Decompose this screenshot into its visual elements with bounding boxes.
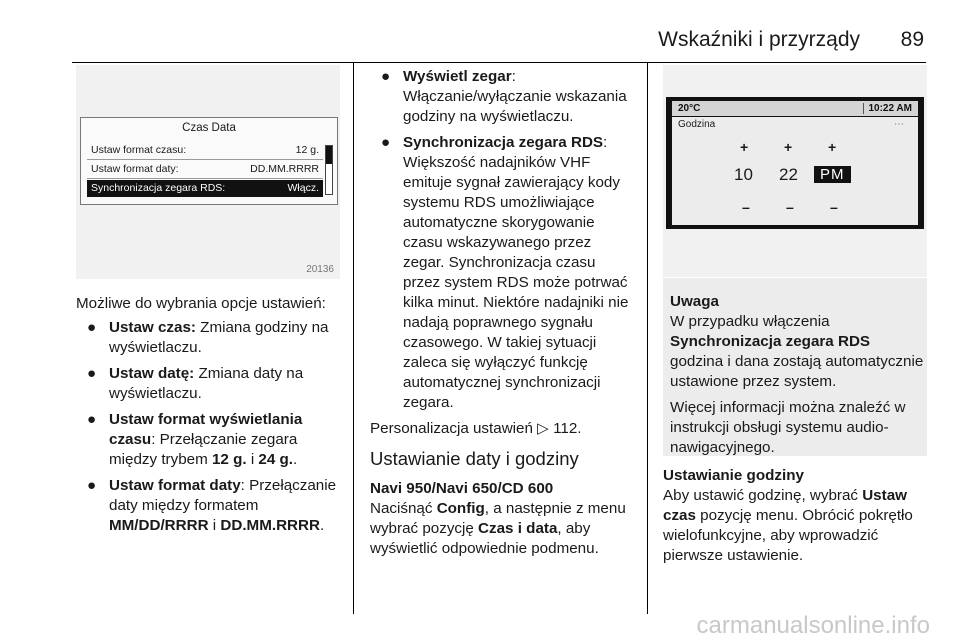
- set-time-paragraph: [663, 486, 928, 566]
- figure-code: 20136: [306, 264, 334, 275]
- status-bar: [672, 101, 918, 116]
- row-value: DD.MM.RRRR: [250, 163, 319, 175]
- bullet-icon: ●: [381, 68, 391, 85]
- note-paragraph-1: [670, 312, 925, 392]
- bullet-value: 12 g.: [211, 451, 247, 468]
- hour-value: 10: [734, 165, 753, 184]
- device-subheading: Navi 950/Navi 650/CD 600: [370, 480, 554, 497]
- text: Naciśnąć: [370, 500, 437, 517]
- bullet-term: Ustaw format wyświetlania czasu: [109, 411, 303, 448]
- note-term: Synchronizacja zegara RDS: [670, 333, 871, 350]
- menu-row-rds-sync: [87, 180, 323, 197]
- text: W przypadku włączenia: [670, 313, 830, 330]
- bullet-term: Ustaw czas:: [109, 319, 196, 336]
- bullet-icon: ●: [87, 319, 97, 336]
- header-rule: [72, 62, 926, 63]
- bullet-text: : Większość nadajników VHF emituje sygnał zawierający kody systemu RDS umożliwiające automatyczne skorygowanie czasu wskazywanego przez zegar. Synchronizacja czasu przez system RDS może potrwać kilka minut. Niektóre nadajniki nie nadają poprawnego sygnału czasowego. W takiej sytuacji zaleca się wyłączyć funkcję automatycznej synchronizacji zegara.: [403, 134, 629, 411]
- text: pozycję menu. Obrócić pokrętło wielofunkcyjne, aby wprowadzić pierwsze ustawienie.: [663, 507, 913, 564]
- row-label: Ustaw format czasu:: [91, 144, 187, 156]
- personalization-ref: [370, 419, 635, 439]
- clock-body: [672, 117, 918, 225]
- text: Aby ustawić godzinę, wybrać: [663, 487, 863, 504]
- bullet-date-format: [76, 476, 342, 536]
- ref-text: Personalizacja ustawień: [370, 420, 533, 437]
- menu-row-date-format: [87, 161, 323, 179]
- bullet-text: .: [319, 517, 325, 534]
- config-term: Config: [436, 500, 485, 517]
- hour-down-button[interactable]: –: [742, 199, 750, 215]
- bullet-icon: ●: [381, 134, 391, 151]
- minute-up-button[interactable]: +: [784, 139, 793, 155]
- row-value: 12 g.: [295, 144, 319, 156]
- clock-screenshot-frame: [663, 65, 927, 277]
- column-3-text: [663, 466, 928, 572]
- bullet-text: Zmiana daty na wyświetlaczu.: [109, 365, 304, 402]
- text: , a następnie z menu wybrać pozycję: [370, 500, 626, 537]
- temperature: 20°C: [678, 103, 701, 114]
- bullet-icon: ●: [87, 477, 97, 494]
- bullet-text: : Przełączanie daty między formatem: [109, 477, 337, 514]
- footer-watermark: carmanualsonline.info: [696, 612, 930, 639]
- bullet-term: Ustaw datę:: [109, 365, 195, 382]
- bullet-value: DD.MM.RRRR: [220, 517, 320, 534]
- settings-screenshot: [76, 65, 340, 279]
- page-header-title: Wskaźniki i przyrządy: [658, 28, 860, 51]
- bullet-term: Synchronizacja zegara RDS: [403, 134, 604, 151]
- menu-term: Ustaw czas: [663, 487, 907, 524]
- menu-scrollbar: [325, 145, 333, 195]
- status-divider: [863, 103, 864, 114]
- ref-page: 112.: [553, 420, 582, 437]
- minute-value: 22: [779, 165, 798, 184]
- bullet-value: MM/DD/RRRR: [109, 517, 209, 534]
- text: godzina i dana zostają automatycznie ustawione przez system.: [670, 353, 924, 390]
- bullet-icon: ●: [87, 411, 97, 428]
- bullet-value: 24 g.: [258, 451, 294, 468]
- bullet-text: Zmiana godziny na wyświetlaczu.: [109, 319, 329, 356]
- hour-up-button[interactable]: +: [740, 139, 749, 155]
- menu-term: Czas i data: [478, 520, 558, 537]
- note-box: [663, 278, 927, 456]
- set-time-subheading: Ustawianie godziny: [663, 467, 804, 484]
- note-paragraph-2: Więcej informacji można znaleźć w instrukcji obsługi systemu audio-nawigacyjnego.: [670, 399, 906, 456]
- scrollbar-thumb: [326, 146, 332, 164]
- bullet-set-time: [76, 318, 342, 358]
- bullet-term: Ustaw format daty: [109, 477, 241, 494]
- intro-text: Możliwe do wybrania opcje ustawień:: [76, 295, 326, 312]
- ampm-down-button[interactable]: –: [830, 199, 838, 215]
- bullet-icon: ●: [87, 365, 97, 382]
- config-paragraph: [370, 499, 635, 559]
- row-value: Włącz.: [287, 182, 319, 194]
- note-content: [670, 292, 925, 464]
- ampm-value: PM: [814, 166, 851, 183]
- settings-menu: [80, 117, 338, 205]
- section-heading: Ustawianie daty i godziny: [370, 448, 579, 469]
- minute-down-button[interactable]: –: [786, 199, 794, 215]
- bullet-show-clock: [370, 67, 635, 127]
- bullet-text: i: [208, 517, 221, 534]
- menu-row-time-format: [87, 142, 323, 160]
- column-divider-1: [353, 62, 354, 614]
- bullet-text: : Włączanie/wyłączanie wskazania godziny na wyświetlaczu.: [403, 68, 627, 125]
- settings-menu-title: Czas Data: [182, 122, 236, 134]
- clock-label: Godzina: [678, 119, 716, 130]
- bullet-set-date: [76, 364, 342, 404]
- row-label: Synchronizacja zegara RDS:: [91, 182, 226, 194]
- bullet-text: i: [246, 451, 259, 468]
- status-time: 10:22 AM: [868, 103, 912, 114]
- column-divider-2: [647, 62, 648, 614]
- note-title: Uwaga: [670, 293, 719, 310]
- bullet-text: .: [293, 451, 298, 468]
- page-ref-icon: ▷: [537, 420, 549, 437]
- bullet-term: Wyświetl zegar: [403, 68, 512, 85]
- status-icons: ⋯: [894, 119, 908, 130]
- row-label: Ustaw format daty:: [91, 163, 179, 175]
- column-2-text: [370, 67, 635, 565]
- bullet-time-format: [76, 410, 342, 470]
- clock-display: [666, 97, 924, 229]
- column-1-text: [76, 294, 342, 542]
- bullet-text: : Przełączanie zegara między trybem: [109, 431, 298, 468]
- page-number: 89: [900, 28, 924, 51]
- ampm-up-button[interactable]: +: [828, 139, 837, 155]
- text: , aby wyświetlić odpowiednie podmenu.: [370, 520, 599, 557]
- bullet-rds-sync: [370, 133, 635, 413]
